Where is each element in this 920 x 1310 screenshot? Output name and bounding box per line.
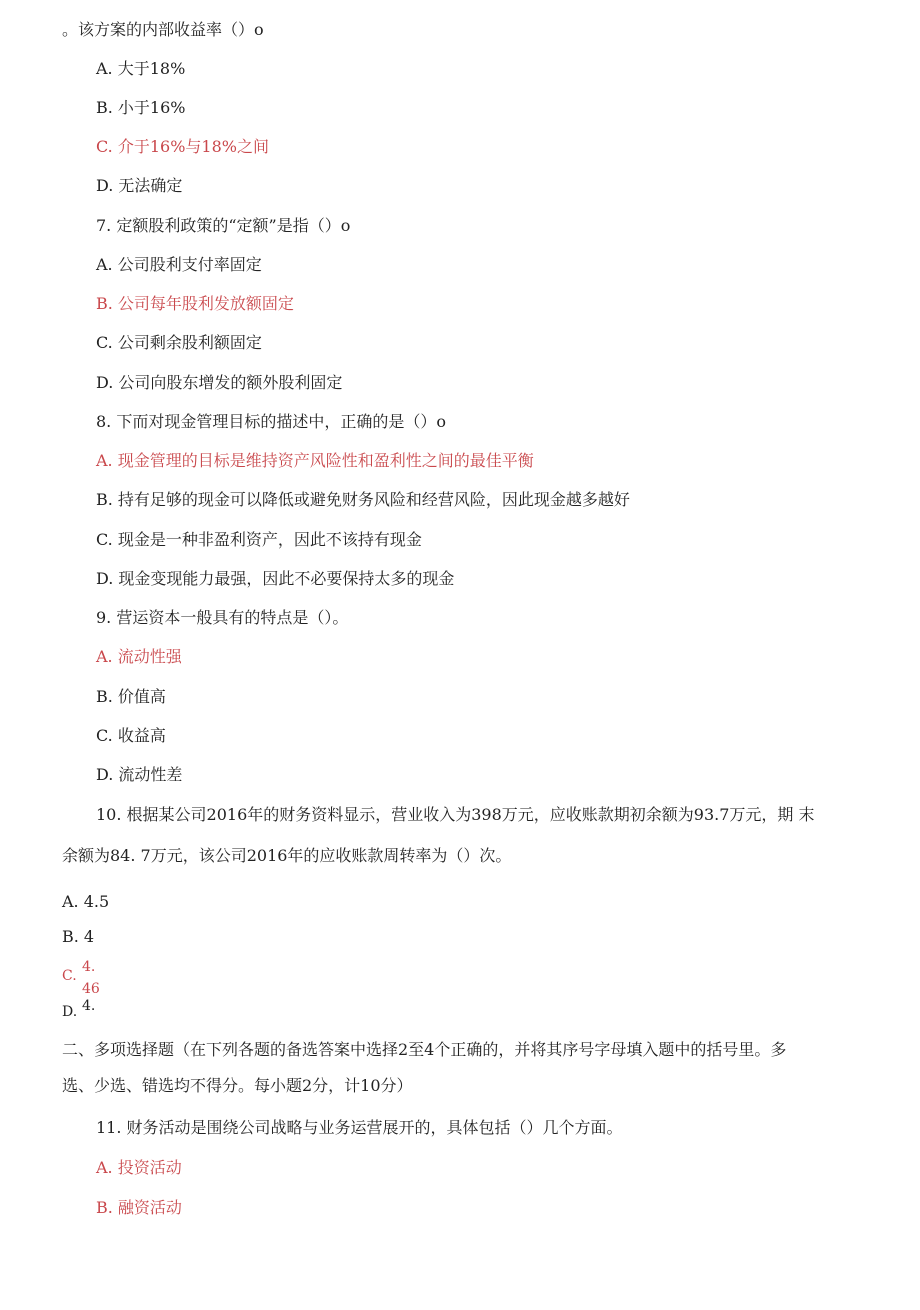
- option-line: D. 现金变现能力最强，因此不必要保持太多的现金: [96, 569, 455, 588]
- option-line: B. 持有足够的现金可以降低或避免财务风险和经营风险，因此现金越多越好: [96, 490, 630, 509]
- section-heading: 二、多项选择题（在下列各题的备选答案中选择2至4个正确的，并将其序号字母填入题中的括号里。多: [62, 1040, 787, 1059]
- option-line: C. 收益高: [96, 726, 166, 745]
- question-line: 10. 根据某公司2016年的财务资料显示，营业收入为398万元，应收账款期初余额为93.7万元，期 末: [96, 805, 815, 824]
- answer-option-line: A. 投资活动: [96, 1158, 182, 1177]
- option-line: B. 小于16%: [96, 98, 186, 117]
- option-line: C. 现金是一种非盈利资产，因此不该持有现金: [96, 530, 422, 549]
- option-line: D. 无法确定: [96, 176, 183, 195]
- answer-option-value-part: 46: [82, 981, 100, 997]
- option-line: A. 大于18%: [96, 59, 186, 78]
- option-value-part: 4.: [82, 998, 96, 1014]
- option-line: A. 4.5: [62, 892, 110, 911]
- text-line: 。该方案的内部收益率（）o: [62, 20, 264, 39]
- answer-option-line: B. 公司每年股利发放额固定: [96, 294, 294, 313]
- question-line-continued: 余额为84. 7万元，该公司2016年的应收账款周转率为（）次。: [62, 846, 512, 865]
- answer-option-line: B. 融资活动: [96, 1198, 182, 1217]
- option-label: D.: [62, 1004, 78, 1020]
- question-line: 11. 财务活动是围绕公司战略与业务运营展开的，具体包括（）几个方面。: [96, 1118, 623, 1137]
- answer-option-value-part: 4.: [82, 959, 96, 975]
- option-line: B. 4: [62, 927, 95, 946]
- question-line: 8. 下而对现金管理目标的描述中，正确的是（）o: [96, 412, 446, 431]
- answer-option-line: C. 介于16%与18%之间: [96, 137, 269, 156]
- answer-option-line: A. 现金管理的目标是维持资产风险性和盈利性之间的最佳平衡: [96, 451, 534, 470]
- option-line: D. 公司向股东增发的额外股利固定: [96, 373, 343, 392]
- answer-option-line: A. 流动性强: [96, 647, 182, 666]
- section-heading-continued: 选、少选、错选均不得分。每小题2分，计10分）: [62, 1076, 413, 1095]
- question-line: 9. 营运资本一般具有的特点是（）。: [96, 608, 349, 627]
- option-line: A. 公司股利支付率固定: [96, 255, 262, 274]
- option-line: B. 价值高: [96, 687, 166, 706]
- option-line: D. 流动性差: [96, 765, 183, 784]
- question-line: 7. 定额股利政策的“定额”是指（）o: [96, 216, 351, 235]
- option-line: C. 公司剩余股利额固定: [96, 333, 262, 352]
- answer-option-label: C.: [62, 968, 77, 984]
